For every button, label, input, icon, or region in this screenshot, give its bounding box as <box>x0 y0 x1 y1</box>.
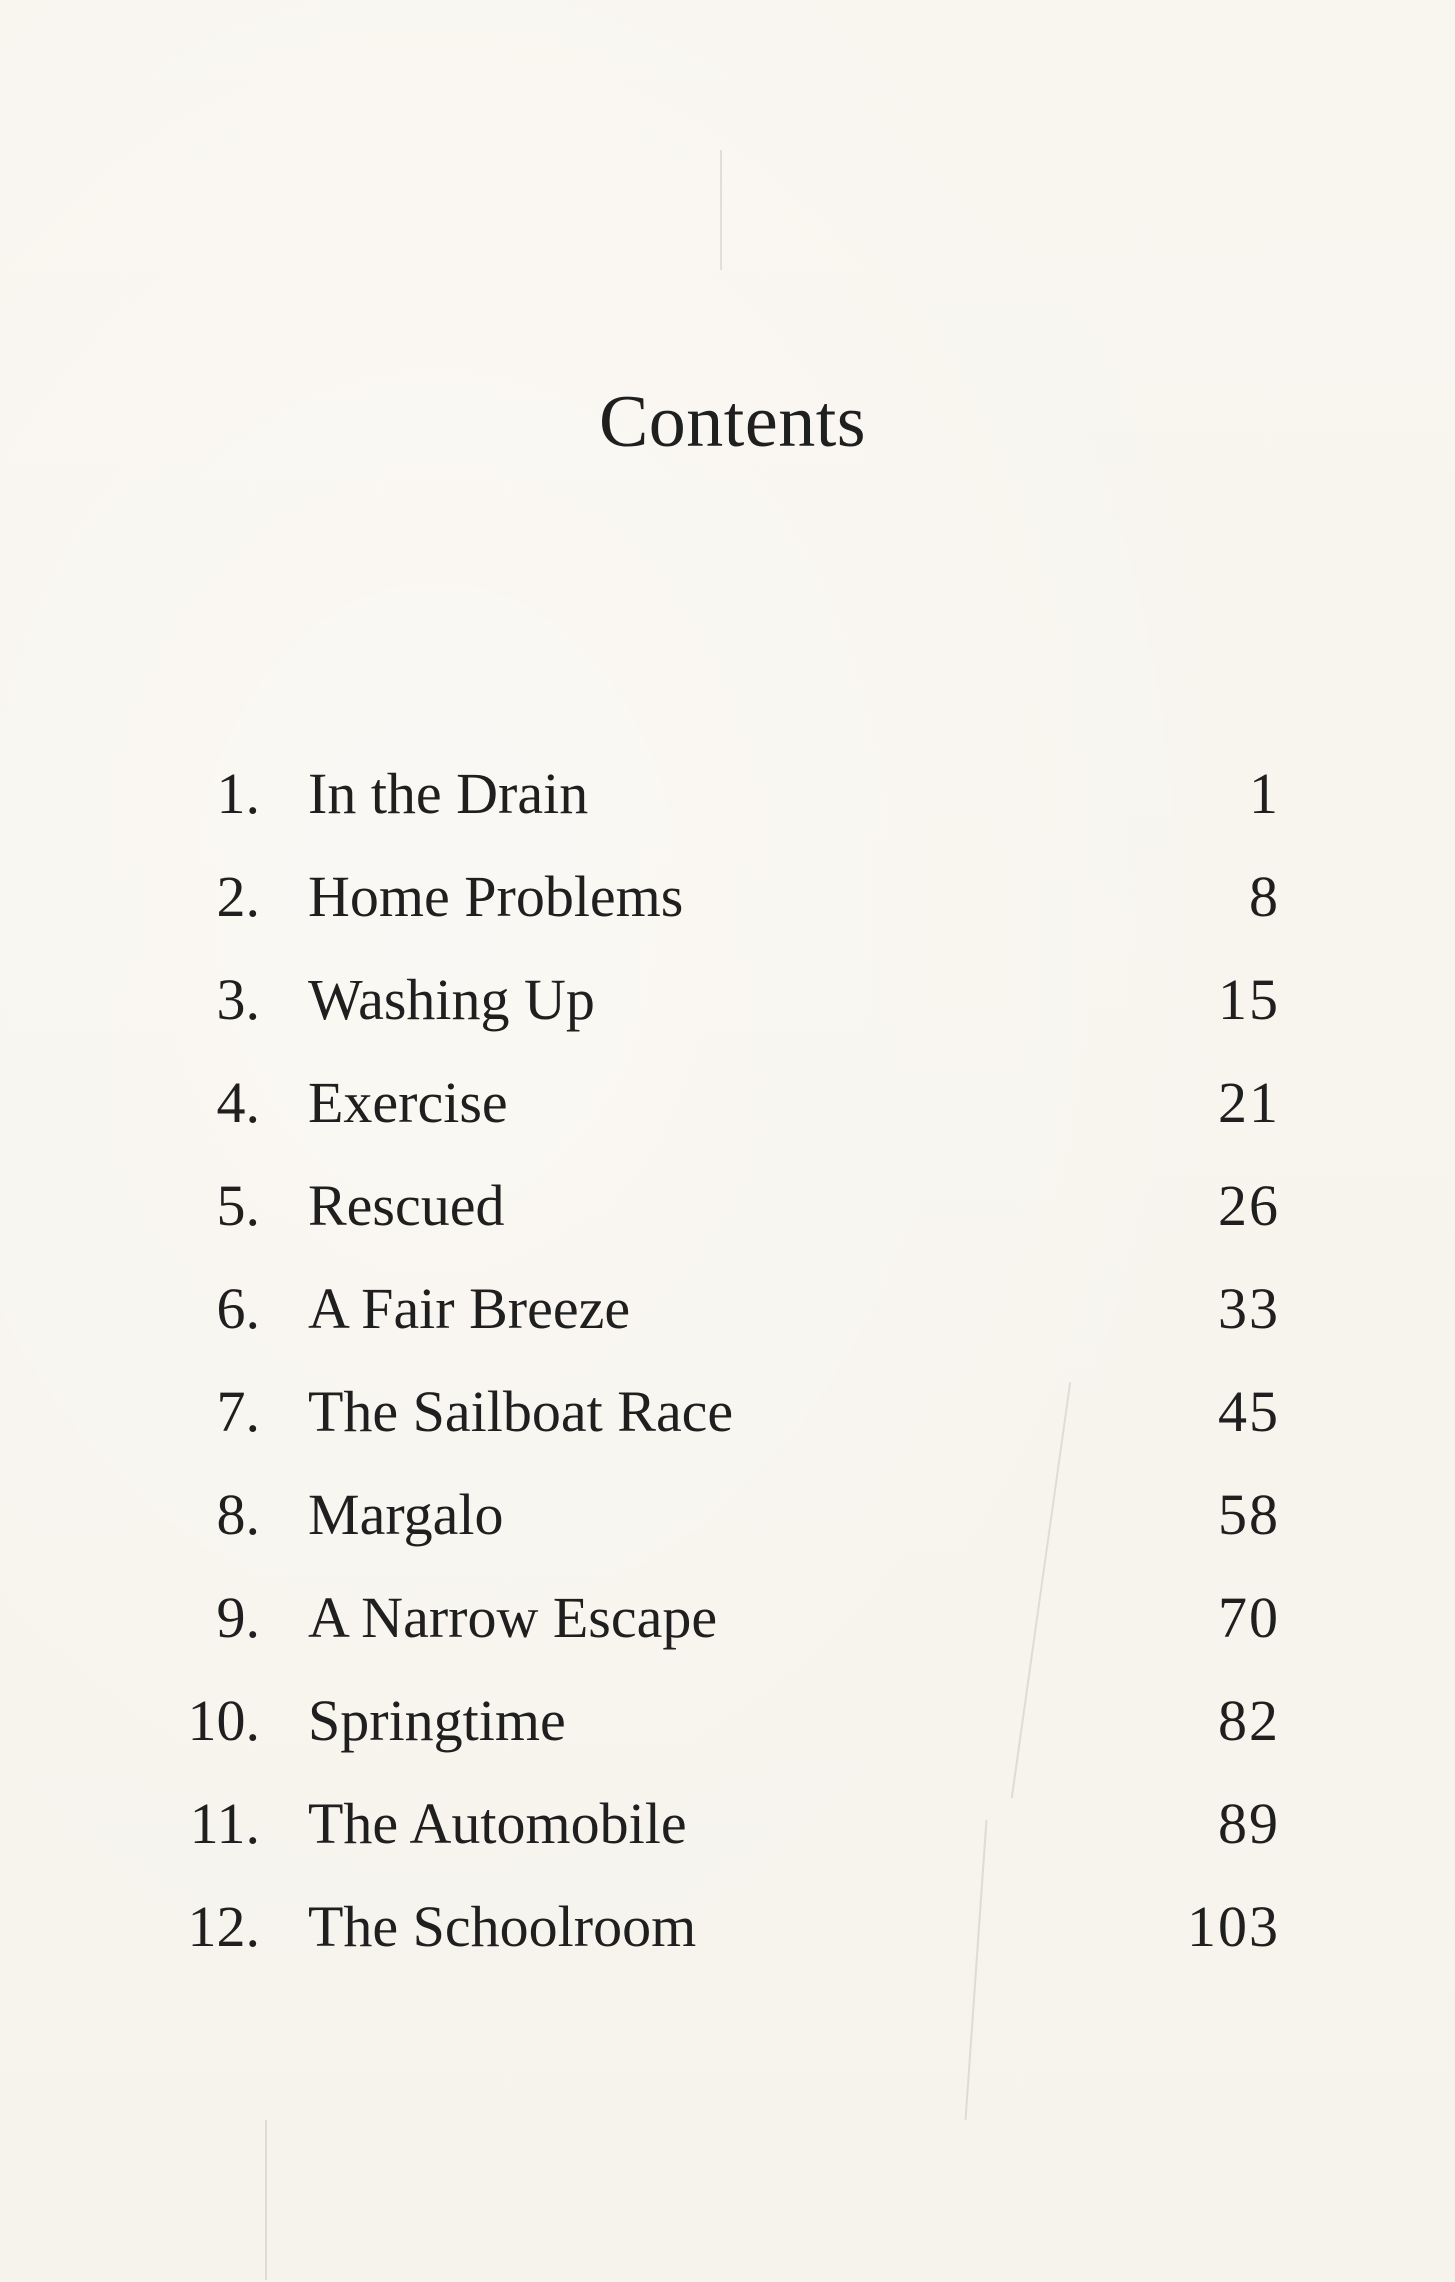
toc-entry <box>0 1481 1455 1561</box>
chapter-title: The Sailboat Race <box>308 1379 734 1444</box>
page-number: 15 <box>1218 967 1280 1032</box>
page-number: 26 <box>1218 1173 1280 1238</box>
chapter-number: 1. <box>216 761 260 826</box>
chapter-number: 5. <box>216 1173 260 1238</box>
page-number: 21 <box>1218 1070 1280 1135</box>
chapter-title: In the Drain <box>308 761 589 826</box>
chapter-number: 4. <box>216 1070 260 1135</box>
toc-entry <box>0 760 1455 840</box>
chapter-number: 12. <box>187 1894 260 1959</box>
chapter-title: Springtime <box>308 1688 566 1753</box>
page-number: 33 <box>1218 1276 1280 1341</box>
toc-entry <box>0 863 1455 943</box>
toc-entry <box>0 1275 1455 1355</box>
chapter-number: 6. <box>216 1276 260 1341</box>
chapter-title: A Fair Breeze <box>308 1276 631 1341</box>
toc-entry <box>0 1069 1455 1149</box>
chapter-number: 2. <box>216 864 260 929</box>
chapter-title: Exercise <box>308 1070 508 1135</box>
toc-entry <box>0 1378 1455 1458</box>
page-number: 45 <box>1218 1379 1280 1444</box>
page-number: 70 <box>1218 1585 1280 1650</box>
chapter-number: 3. <box>216 967 260 1032</box>
chapter-number: 8. <box>216 1482 260 1547</box>
chapter-title: The Schoolroom <box>308 1894 697 1959</box>
toc-entry <box>0 1172 1455 1252</box>
page-number: 103 <box>1187 1894 1280 1959</box>
page-number: 8 <box>1249 864 1280 929</box>
chapter-number: 11. <box>189 1791 260 1856</box>
chapter-title: Home Problems <box>308 864 684 929</box>
toc-entry <box>0 1687 1455 1767</box>
chapter-title: A Narrow Escape <box>308 1585 718 1650</box>
toc-entry <box>0 1790 1455 1870</box>
page-number: 82 <box>1218 1688 1280 1753</box>
chapter-title: Margalo <box>308 1482 504 1547</box>
chapter-title: Rescued <box>308 1173 505 1238</box>
page-title: Contents <box>598 380 867 463</box>
chapter-title: The Automobile <box>308 1791 687 1856</box>
toc-entry <box>0 966 1455 1046</box>
page-number: 1 <box>1249 761 1280 826</box>
chapter-number: 10. <box>187 1688 260 1753</box>
chapter-number: 7. <box>216 1379 260 1444</box>
toc-entry <box>0 1584 1455 1664</box>
chapter-number: 9. <box>216 1585 260 1650</box>
chapter-title: Washing Up <box>308 967 595 1032</box>
toc-entry <box>0 1893 1455 1973</box>
paper-crease <box>720 150 722 270</box>
page-number: 58 <box>1218 1482 1280 1547</box>
paper-crease <box>265 2120 267 2280</box>
page-number: 89 <box>1218 1791 1280 1856</box>
